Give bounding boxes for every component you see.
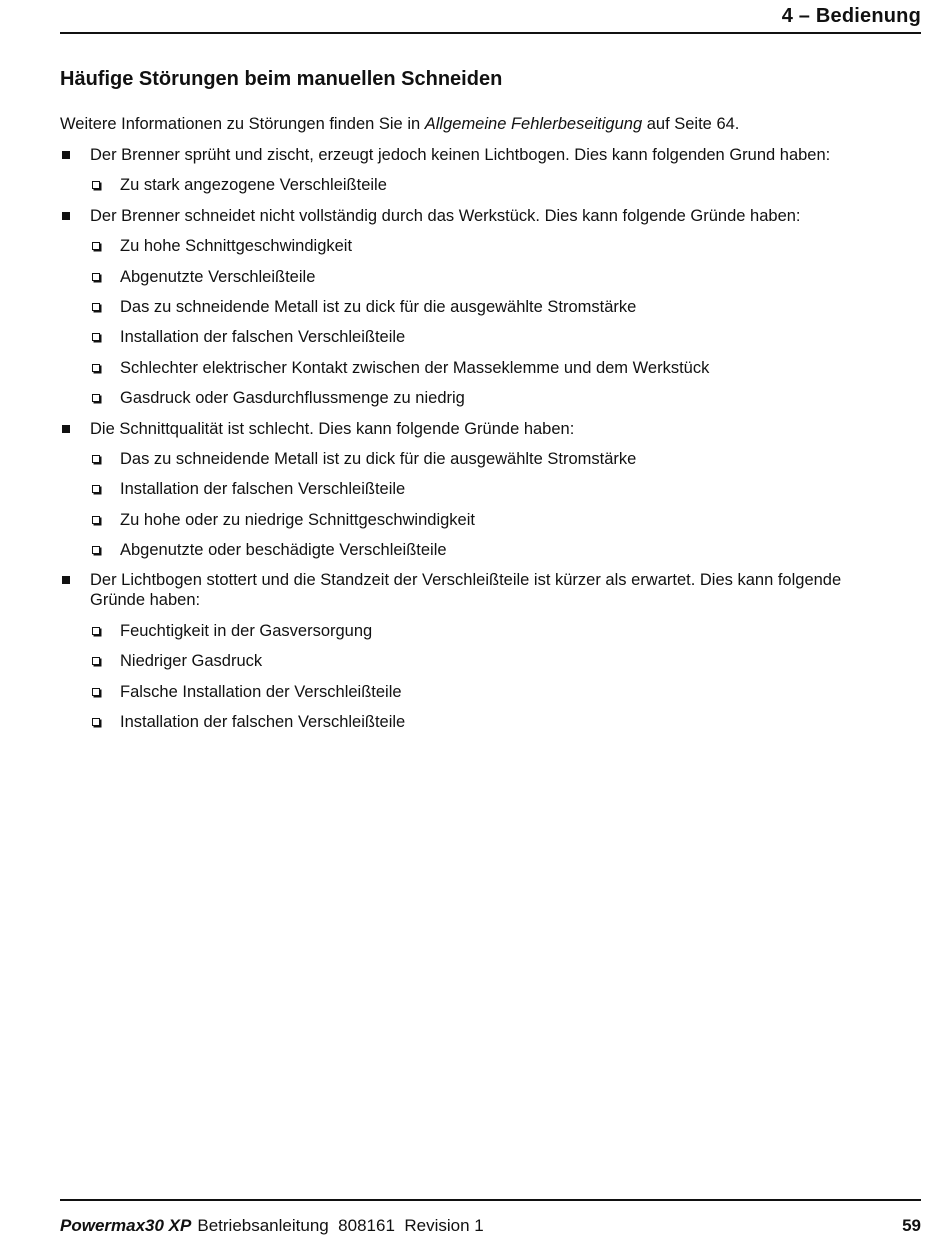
square-bullet-icon (62, 576, 70, 584)
cause-text: Das zu schneidende Metall ist zu dick für die ausgewählte Stromstärke (120, 297, 637, 316)
cause-text: Installation der falschen Verschleißteile (120, 328, 406, 347)
square-bullet-icon (62, 212, 70, 220)
cause-text: Schlechter elektrischer Kontakt zwischen der Masseklemme und dem Werkstück (120, 358, 710, 377)
section-title: Häufige Störungen beim manuellen Schneiden (60, 68, 503, 90)
checkbox-bullet-icon (92, 485, 100, 493)
cause-text: Niedriger Gasdruck (120, 652, 263, 671)
cause-text: Abgenutzte oder beschädigte Verschleißteile (120, 541, 447, 560)
checkbox-bullet-icon (92, 455, 100, 463)
problem-text: Der Brenner sprüht und zischt, erzeugt jedoch keinen Lichtbogen. Dies kann folgenden Grund haben: (90, 146, 831, 164)
page-footer (60, 1199, 921, 1241)
cause-item (60, 388, 880, 408)
checkbox-bullet-icon (92, 394, 100, 402)
problem-text: Der Lichtbogen stottert und die Standzeit der Verschleißteile ist kürzer als erwartet. Dies kann folgende Gründe haben: (90, 571, 842, 610)
footer-document-info (60, 1216, 484, 1236)
cause-item (60, 297, 880, 317)
cause-item (60, 651, 880, 671)
cause-text: Installation der falschen Verschleißteile (120, 480, 406, 499)
cause-item (60, 712, 880, 732)
checkbox-bullet-icon (92, 546, 100, 554)
cause-text: Das zu schneidende Metall ist zu dick für die ausgewählte Stromstärke (120, 449, 637, 468)
checkbox-bullet-icon (92, 627, 100, 635)
cause-text: Falsche Installation der Verschleißteile (120, 682, 402, 701)
problem-text: Der Brenner schneidet nicht vollständig durch das Werkstück. Dies kann folgende Gründe haben: (90, 206, 801, 225)
cause-text: Zu hohe oder zu niedrige Schnittgeschwindigkeit (120, 510, 475, 529)
square-bullet-icon (62, 425, 70, 433)
document-reference: Betriebsanleitung 808161 Revision 1 (197, 1216, 484, 1235)
page-header (60, 2, 921, 34)
cause-item (60, 540, 880, 560)
checkbox-bullet-icon (92, 333, 100, 341)
intro-reference: Allgemeine Fehlerbeseitigung (424, 115, 643, 133)
page-number: 59 (902, 1216, 921, 1235)
cause-item (60, 327, 880, 347)
checkbox-bullet-icon (92, 273, 100, 281)
cause-text: Feuchtigkeit in der Gasversorgung (120, 621, 373, 640)
intro-prefix: Weitere Informationen zu Störungen finden Sie in (60, 115, 425, 133)
cause-item (60, 621, 880, 641)
problem-item (60, 145, 880, 165)
product-name: Powermax30 XP (60, 1216, 192, 1235)
problem-list (60, 145, 880, 742)
checkbox-bullet-icon (92, 688, 100, 696)
cause-text: Zu stark angezogene Verschleißteile (120, 176, 387, 195)
cause-text: Gasdruck oder Gasdurchflussmenge zu niedrig (120, 389, 465, 408)
intro-suffix: auf Seite 64. (642, 115, 740, 133)
intro-paragraph (60, 114, 739, 134)
cause-item (60, 510, 880, 530)
cause-text: Abgenutzte Verschleißteile (120, 267, 316, 286)
checkbox-bullet-icon (92, 718, 100, 726)
checkbox-bullet-icon (92, 657, 100, 665)
cause-item (60, 449, 880, 469)
cause-item (60, 358, 880, 378)
square-bullet-icon (62, 151, 70, 159)
chapter-title: 4 – Bedienung (781, 5, 921, 27)
cause-item (60, 267, 880, 287)
checkbox-bullet-icon (92, 364, 100, 372)
cause-item (60, 236, 880, 256)
problem-item (60, 206, 880, 226)
cause-item (60, 175, 880, 195)
checkbox-bullet-icon (92, 181, 100, 189)
problem-item (60, 419, 880, 439)
cause-item (60, 479, 880, 499)
cause-item (60, 682, 880, 702)
problem-text: Die Schnittqualität ist schlecht. Dies kann folgende Gründe haben: (90, 419, 575, 438)
cause-text: Installation der falschen Verschleißteile (120, 713, 406, 732)
checkbox-bullet-icon (92, 516, 100, 524)
problem-item (60, 570, 880, 610)
checkbox-bullet-icon (92, 303, 100, 311)
cause-text: Zu hohe Schnittgeschwindigkeit (120, 237, 353, 256)
checkbox-bullet-icon (92, 242, 100, 250)
